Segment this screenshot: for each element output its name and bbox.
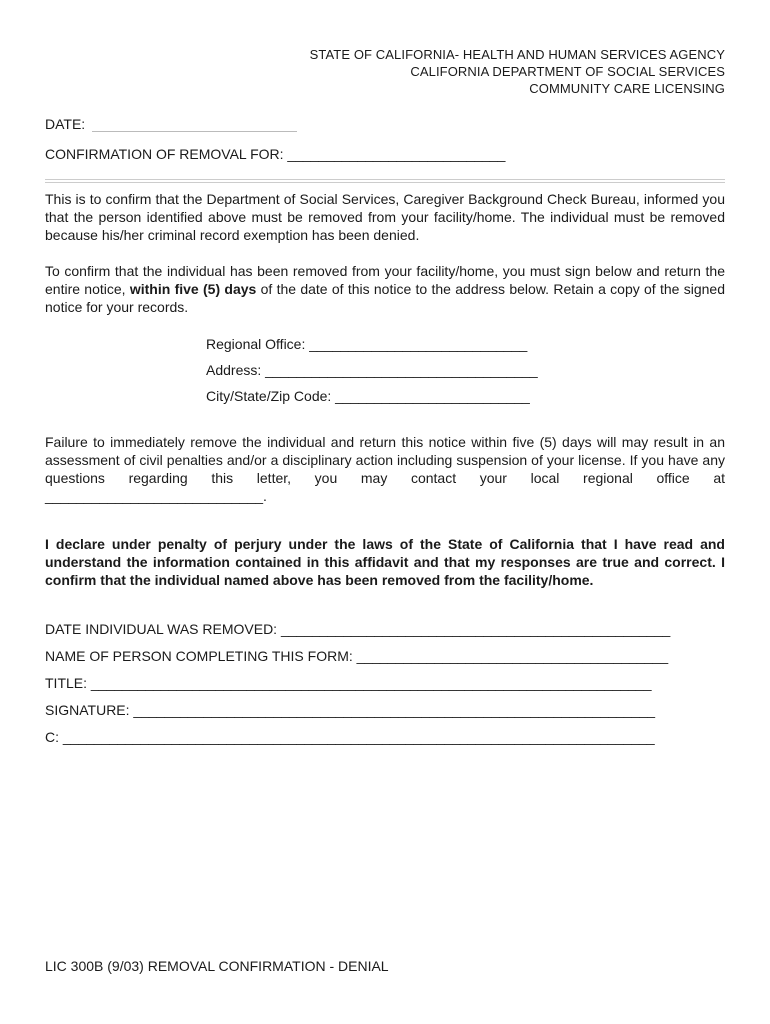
date-label: DATE:: [45, 116, 86, 132]
regional-office-contact-field[interactable]: ____________________________.: [45, 488, 267, 504]
divider-bottom: [45, 182, 725, 183]
removal-for-field[interactable]: CONFIRMATION OF REMOVAL FOR: ____________________________: [45, 146, 506, 162]
title-field[interactable]: TITLE: ________________________________________________________________________: [45, 675, 652, 691]
signature-field[interactable]: SIGNATURE: ___________________________________________________________________: [45, 702, 656, 718]
c-field[interactable]: C: ____________________________________________________________________________: [45, 729, 655, 745]
deadline-emphasis: within five (5) days: [129, 281, 257, 297]
header-line-agency: STATE OF CALIFORNIA- HEALTH AND HUMAN SERVICES AGENCY: [309, 47, 725, 62]
perjury-declaration: I declare under penalty of perjury under the laws of the State of California that I have read and understand the information contained in this affidavit and that my responses are true and correct. I confirm that the individual named above has been removed from the facility/home.: [45, 536, 725, 588]
warning-text: Failure to immediately remove the individual and return this notice within five (5) days will may result in an assessment of civil penalties and/or a disciplinary action including suspension of your license. If you have any questions regarding this letter, you may contact your local regional office at: [45, 434, 725, 486]
instruction-text-end: of the date of this notice to the address below. Retain a copy of the signed notice for your records.: [45, 281, 725, 315]
office-address-block: [206, 331, 538, 409]
city-state-zip-field[interactable]: City/State/Zip Code: _________________________: [206, 388, 530, 404]
instruction-text-start: To confirm that the individual has been removed from your facility/home, you must sign below and return the entire notice,: [45, 263, 725, 297]
agency-header: [310, 46, 725, 97]
address-field[interactable]: Address: ___________________________________: [206, 362, 538, 378]
date-removed-field[interactable]: DATE INDIVIDUAL WAS REMOVED: __________________________________________________: [45, 621, 671, 637]
name-completing-field[interactable]: NAME OF PERSON COMPLETING THIS FORM: ________________________________________: [45, 648, 669, 664]
form-footer: LIC 300B (9/03) REMOVAL CONFIRMATION - DENIAL: [45, 958, 389, 974]
regional-office-field[interactable]: Regional Office: ____________________________: [206, 336, 528, 352]
signature-fields: [45, 616, 670, 751]
header-line-department: CALIFORNIA DEPARTMENT OF SOCIAL SERVICES: [410, 64, 725, 79]
warning-paragraph: [45, 433, 725, 505]
date-field[interactable]: [92, 117, 297, 132]
confirmation-paragraph: This is to confirm that the Department of Social Services, Caregiver Background Check Bureau, informed you that the person identified above must be removed from your facility/home. The individual must be removed because his/her criminal record exemption has been denied.: [45, 191, 725, 243]
date-row: [45, 116, 297, 132]
instruction-paragraph: [45, 262, 725, 316]
divider-top: [45, 179, 725, 180]
header-line-division: COMMUNITY CARE LICENSING: [529, 81, 725, 96]
